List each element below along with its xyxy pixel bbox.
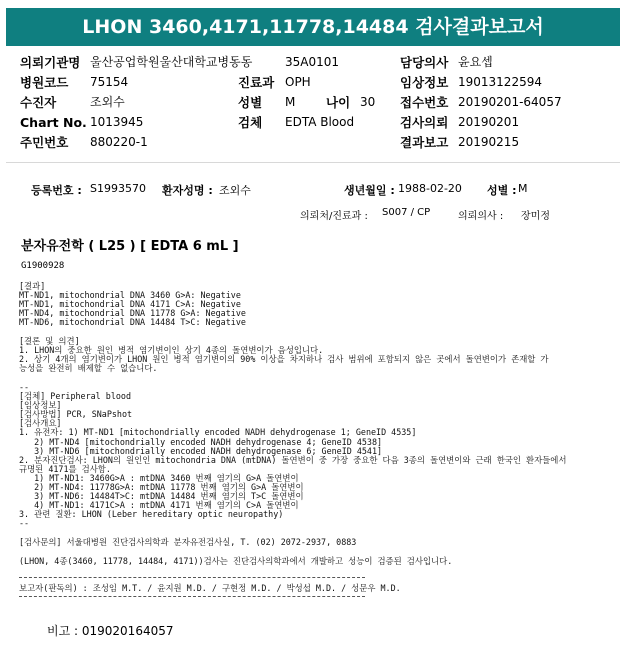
doctor-value: 윤요셉: [458, 55, 493, 69]
specimen-value: EDTA Blood: [285, 115, 355, 129]
remark-label: 비고 :: [47, 624, 79, 638]
org-name-label: 의뢰기관명: [20, 55, 81, 70]
request-date-value: 20190201: [458, 115, 520, 129]
referral-doctor-label: 의뢰의사 :: [458, 211, 504, 222]
age-value: 30: [360, 95, 376, 109]
contact-line: [검사문의] 서울대병원 진단검사의학과 분자유전검사실, T. (02) 2072-2937, 0883: [19, 537, 357, 547]
examinee-value: 조외수: [90, 95, 125, 109]
remark-value: 019020164057: [81, 624, 174, 638]
order-number: G1900928: [21, 261, 65, 271]
receipt-no-value: 20190201-64057: [458, 95, 562, 109]
registration-label: 등록번호 :: [31, 184, 82, 197]
sex-label: 성별: [238, 95, 263, 110]
validation-line: (LHON, 4종(3460, 11778, 14484, 4171))검사는 진단검사의학과에서 개발하고 성능이 검증된 검사입니다.: [19, 556, 453, 566]
remark: [47, 622, 174, 639]
patient-name-value: 조외수: [219, 184, 251, 197]
patient-name-label: 환자성명 :: [162, 184, 213, 197]
patient-sex-label: 성별 :: [487, 184, 517, 197]
receipt-no-label: 접수번호: [400, 95, 449, 110]
department-label: 진료과: [238, 75, 275, 90]
method-block: -- [검체] Peripheral blood [임상정보] [검사방법] PCR, SNaPshot [검사개요] 1. 유전자: 1) MT-ND1 [mitochondrially encoded NADH dehydrogenase 1; GeneID 4535] 2) MT-ND4 [mitochondrially encoded NADH dehydrogenase 4; GeneID 4538] 3) MT-ND6 [mitochondrially encoded NADH dehydrogenase 6; GeneID 4541] 2. 분자진단검사: LHON의 원인인 mitochondria DNA (mtDNA) 돌연변이 중 가장 중요한 다음 3종의 돌연변이와 근래 한국인 환자들에서 규명된 4171를 검사함. 1) MT-ND1: 3460G>A : mtDNA 3460 번째 염기의 G>A 돌연변이 2) MT-ND4: 11778G>A: mtDNA 11778 번째 염기의 G>A 돌연변이 3) MT-ND6: 14484T>C: mtDNA 14484 번째 염기의 T>C 돌연변이 4) MT-ND1: 4171C>A : mtDNA 4171 번째 염기의 C>A 돌연변이 3. 관련 질환: LHON (Leber hereditary optic neuropathy) --: [19, 382, 567, 529]
hospital-code-value: 75154: [90, 75, 129, 89]
doctor-label: 담당의사: [400, 55, 449, 70]
clinical-info-value: 19013122594: [458, 75, 542, 89]
conclusion-block: [결론 및 의견] 1. LHON의 중요한 원인 병적 염기변이인 상기 4종의 돌연변이가 음성입니다. 2. 상기 4개의 염기변이가 LHON 원인 병적 염기변이의 90% 이상을 차지하나 검사 범위에 포함되지 않은 곳에서 돌연변이가 존재할 가 능성을 완전히 배제할 수 없습니다.: [19, 336, 549, 374]
chart-no-label: Chart No.: [20, 115, 87, 130]
resident-no-value: 880220-1: [90, 135, 148, 149]
report-date-label: 결과보고: [400, 135, 449, 150]
specimen-label: 검체: [238, 115, 263, 130]
request-date-label: 검사의뢰: [400, 115, 449, 130]
referral-dept-label: 의뢰처/진료과 :: [300, 211, 368, 222]
registration-value: S1993570: [90, 182, 146, 195]
results-block: [결과] MT-ND1, mitochondrial DNA 3460 G>A: Negative MT-ND1, mitochondrial DNA 4171 C>A: Negative MT-ND4, mitochondrial DNA 11778 G>A: Negative MT-ND6, mitochondrial DNA 14484 T>C: Negative: [19, 281, 246, 328]
resident-no-label: 주민번호: [20, 135, 69, 150]
section-title: 분자유전학 ( L25 ) [ EDTA 6 mL ]: [21, 239, 239, 254]
referral-dept-value: S007 / CP: [382, 207, 431, 218]
reporter-line: 보고자(판독의) : 조성임 M.T. / 윤지원 M.D. / 구현정 M.D. / 박성섭 M.D. / 성문우 M.D.: [19, 583, 401, 593]
report-date-value: 20190215: [458, 135, 520, 149]
report-header: [6, 50, 620, 158]
report-title: LHON 3460,4171,11778,14484 검사결과보고서: [6, 8, 620, 46]
org-name-value: 울산공업학원울산대학교병동동: [90, 55, 253, 69]
divider: [19, 596, 365, 597]
chart-no-value: 1013945: [90, 115, 144, 129]
divider: [19, 577, 365, 578]
dob-label: 생년월일 :: [344, 184, 395, 197]
hospital-code-label: 병원코드: [20, 75, 69, 90]
age-label: 나이: [326, 95, 351, 110]
org-code-value: 35A0101: [285, 55, 340, 69]
referral-doctor-value: 장미정: [521, 211, 550, 222]
clinical-info-label: 임상정보: [400, 75, 449, 90]
dob-value: 1988-02-20: [398, 182, 462, 195]
examinee-label: 수진자: [20, 95, 57, 110]
department-value: OPH: [285, 75, 311, 89]
patient-sex-value: M: [518, 182, 528, 195]
sex-value: M: [285, 95, 296, 109]
